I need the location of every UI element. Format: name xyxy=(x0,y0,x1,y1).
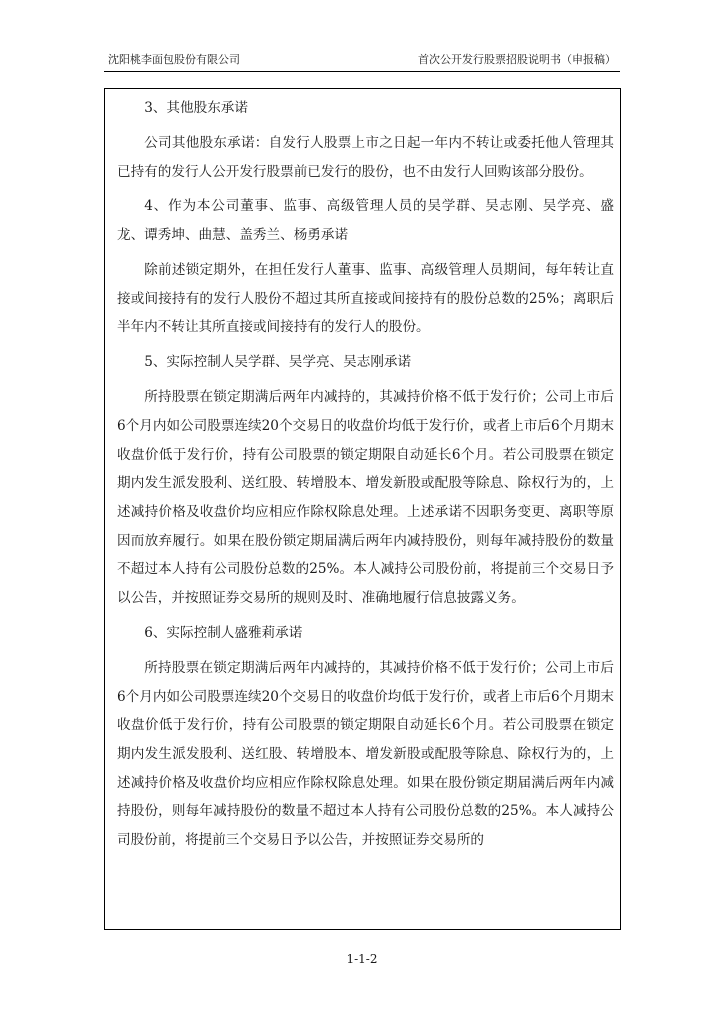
section-heading: 4、作为本公司董事、监事、高级管理人员的吴学群、吴志刚、吴学亮、盛龙、谭秀坤、曲慧、盖秀兰、杨勇承诺 xyxy=(117,198,614,244)
section-heading: 6、实际控制人盛雅莉承诺 xyxy=(144,625,303,642)
page-footer xyxy=(0,951,724,967)
section-paragraph: 所持股票在锁定期满后两年内减持的，其减持价格不低于发行价；公司上市后6个月内如公司股票连续20个交易日的收盘价均低于发行价，或者上市后6个月期末收盘价低于发行价，持有公司股票的锁定期限自动延长6个月。若公司股票在锁定期内发生派发股利、送红股、转增股本、增发新股或配股等除息、除权行为的，上述减持价格及收盘价均应相应作除权除息处理。如果在股份锁定期届满后两年内减持股份，则每年减持股份的数量不超过本人持有公司股份总数的25%。本人减持公司股份前，将提前三个交易日予以公告，并按照证券交易所的 xyxy=(117,659,614,849)
header-company-name: 沈阳桃李面包股份有限公司 xyxy=(108,53,240,66)
section-paragraph: 除前述锁定期外，在担任发行人董事、监事、高级管理人员期间，每年转让直接或间接持有的发行人股份不超过其所直接或间接持有的股份总数的25%；离职后半年内不转让其所直接或间接持有的发行人的股份。 xyxy=(117,262,614,336)
section-heading: 5、实际控制人吴学群、吴学亮、吴志刚承诺 xyxy=(144,354,412,371)
header-document-title: 首次公开发行股票招股说明书（申报稿） xyxy=(418,53,616,66)
content-frame xyxy=(104,88,621,930)
section-heading: 3、其他股东承诺 xyxy=(144,100,248,116)
content-body xyxy=(105,89,620,855)
section-paragraph: 公司其他股东承诺：自发行人股票上市之日起一年内不转让或委托他人管理其已持有的发行人公开发行股票前已发行的股份，也不由发行人回购该部分股份。 xyxy=(117,134,614,180)
page-header xyxy=(104,51,620,72)
section-paragraph: 所持股票在锁定期满后两年内减持的，其减持价格不低于发行价；公司上市后6个月内如公司股票连续20个交易日的收盘价均低于发行价，或者上市后6个月期末收盘价低于发行价，持有公司股票的锁定期限自动延长6个月。若公司股票在锁定期内发生派发股利、送红股、转增股本、增发新股或配股等除息、除权行为的，上述减持价格及收盘价均应相应作除权除息处理。上述承诺不因职务变更、离职等原因而放弃履行。如果在股份锁定期届满后两年内减持股份，则每年减持股份的数量不超过本人持有公司股份总数的25%。本人减持公司股份前，将提前三个交易日予以公告，并按照证券交易所的规则及时、准确地履行信息披露义务。 xyxy=(117,389,614,607)
page-number: 1-1-2 xyxy=(346,952,378,966)
